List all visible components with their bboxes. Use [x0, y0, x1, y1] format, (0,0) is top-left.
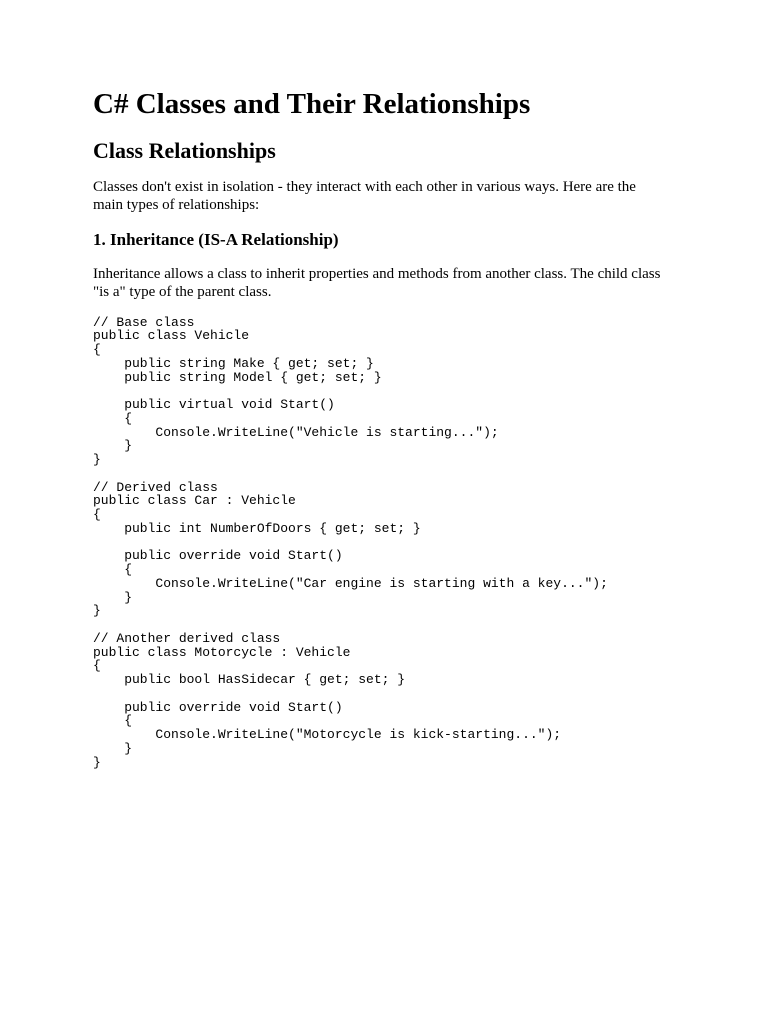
code-block: // Base class public class Vehicle { public string Make { get; set; } public string Model { get; set; } public virtual void Start() { Console.WriteLine("Vehicle is starting..."); } } // Derived class public class Car : Vehicle { public int NumberOfDoors { get; set; } public override void Start() { Console.WriteLine("Car engine is starting with a key..."); } } // Another derived class public class Motorcycle : Vehicle { public bool HasSidecar { get; set; } public override void Start() { Console.WriteLine("Motorcycle is kick-starting..."); } }	[93, 314, 608, 770]
page-title: C# Classes and Their Relationships	[93, 88, 531, 120]
inheritance-paragraph: Inheritance allows a class to inherit properties and methods from another class. The child class "is a" type of the parent class.	[93, 266, 661, 300]
section-heading: Class Relationships	[93, 138, 276, 163]
intro-paragraph: Classes don't exist in isolation - they interact with each other in various ways. Here are the main types of relationships:	[93, 179, 636, 213]
subsection-heading: 1. Inheritance (IS-A Relationship)	[93, 230, 339, 249]
